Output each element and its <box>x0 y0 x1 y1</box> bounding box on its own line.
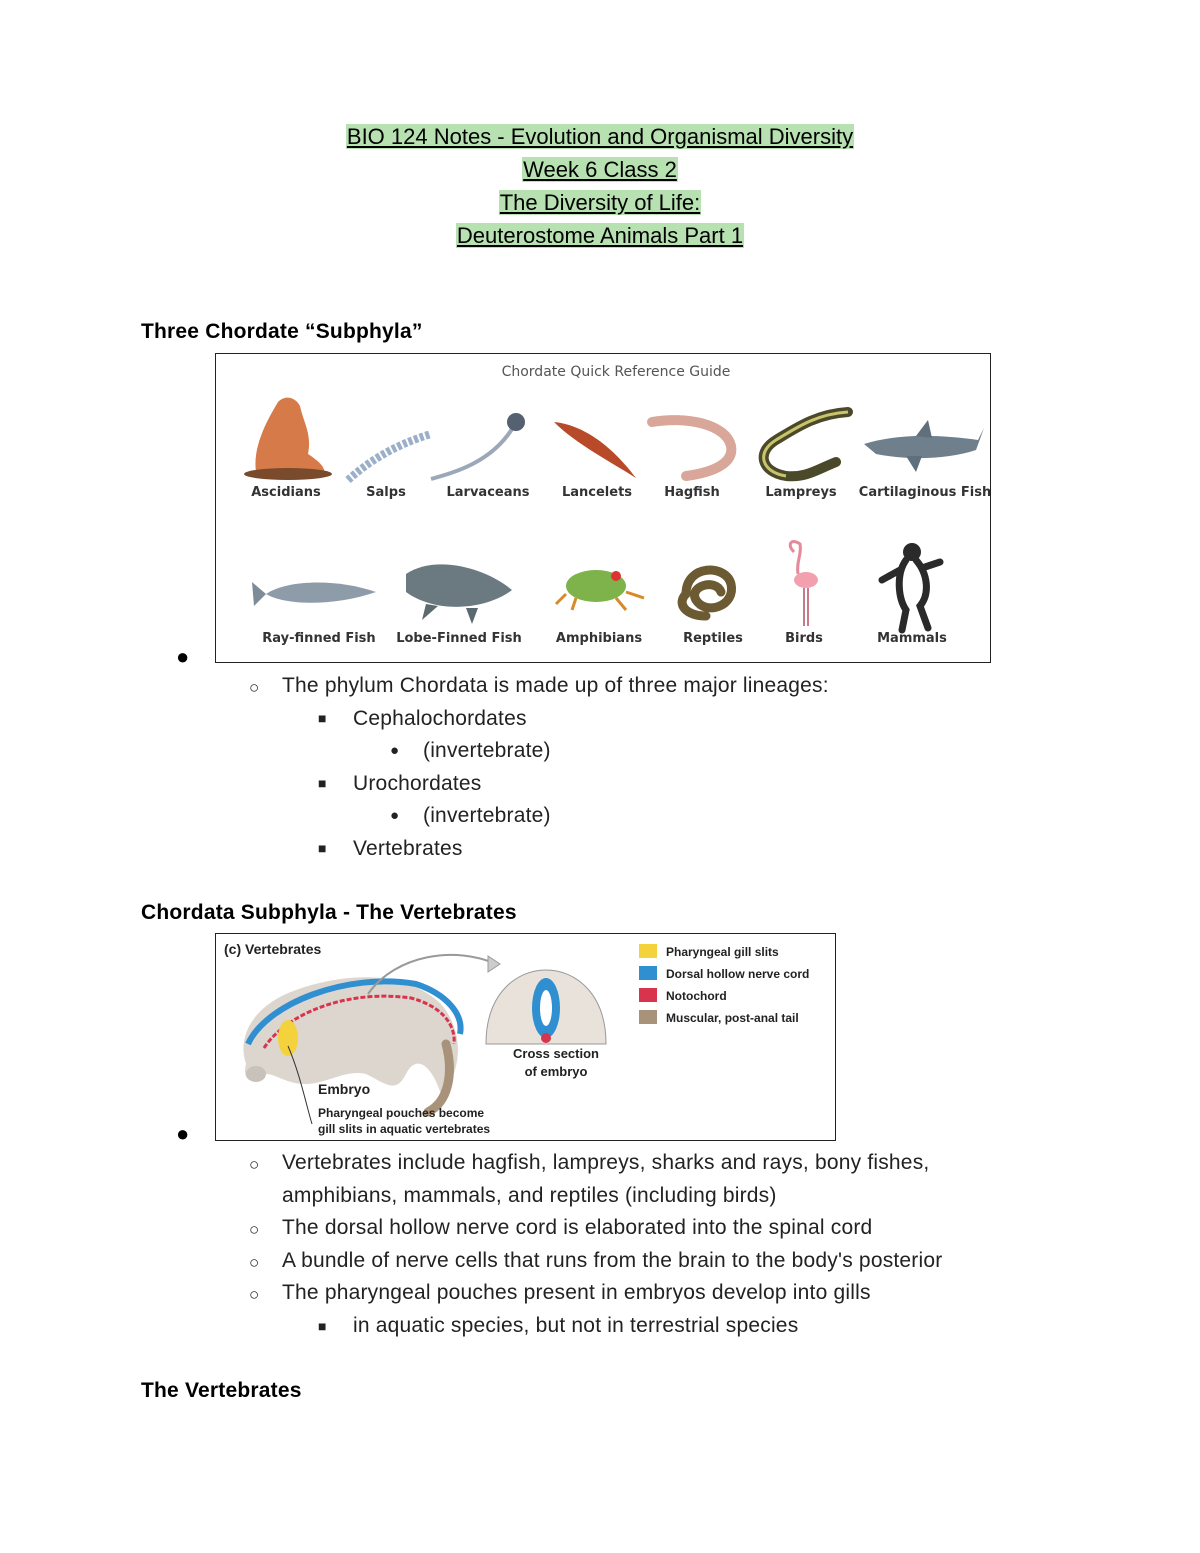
lamprey-illustration <box>764 412 848 476</box>
legend-swatch-notochord <box>639 988 657 1002</box>
list-item: (invertebrate) <box>423 739 551 762</box>
title-line-subtopic: Deuterostome Animals Part 1 <box>456 223 744 248</box>
list-item: Urochordates <box>353 772 482 795</box>
pouch-note: gill slits in aquatic vertebrates <box>318 1122 491 1136</box>
title-line-week: Week 6 Class 2 <box>523 157 677 182</box>
bullet-marker: ● <box>390 807 400 824</box>
ascidian-illustration <box>244 398 332 480</box>
cross-section-label: of embryo <box>524 1064 588 1079</box>
list-item: Vertebrates include hagfish, lampreys, sharks and rays, bony fishes, <box>282 1151 930 1174</box>
hagfish-illustration <box>652 420 731 476</box>
caption-lampreys: Lampreys <box>765 485 837 500</box>
section-heading-subphyla: Three Chordate “Subphyla” <box>141 320 423 343</box>
bullet-marker: ● <box>176 1121 190 1146</box>
list-item: (invertebrate) <box>423 804 551 827</box>
caption-amphibians: Amphibians <box>555 631 643 646</box>
list-item: The dorsal hollow nerve cord is elaborated into the spinal cord <box>282 1216 873 1239</box>
bullet-marker: ■ <box>318 775 327 791</box>
bullet-marker: ○ <box>249 1253 260 1272</box>
salp-illustration <box>348 434 431 480</box>
bullet-marker: ■ <box>318 1318 327 1334</box>
legend-swatch-nerve-cord <box>639 966 657 980</box>
list-item: The phylum Chordata is made up of three major lineages: <box>282 674 829 697</box>
lobe-finned-fish-illustration <box>406 564 512 624</box>
caption-lobe-finned-fish: Lobe-Finned Fish <box>396 631 522 646</box>
caption-ascidians: Ascidians <box>251 485 321 500</box>
chordate-reference-figure <box>215 353 991 663</box>
bird-illustration <box>790 542 818 626</box>
bullet-marker: ○ <box>249 1155 260 1174</box>
legend-label: Notochord <box>666 989 727 1003</box>
legend-swatch-gill-slits <box>639 944 657 958</box>
vertebrate-embryo-figure <box>215 933 836 1141</box>
caption-mammals: Mammals <box>877 631 947 646</box>
list-item: amphibians, mammals, and reptiles (including birds) <box>282 1184 777 1207</box>
caption-salps: Salps <box>366 485 406 500</box>
list-item: Cephalochordates <box>353 707 527 730</box>
embryo-label: Embryo <box>318 1081 371 1097</box>
bullet-marker: ■ <box>318 710 327 726</box>
list-item: in aquatic species, but not in terrestrial species <box>353 1314 799 1337</box>
caption-birds: Birds <box>785 631 823 646</box>
bullet-marker: ■ <box>318 840 327 856</box>
shark-illustration <box>864 420 984 472</box>
ray-finned-fish-illustration <box>252 582 376 606</box>
caption-lancelets: Lancelets <box>561 485 633 500</box>
mammal-illustration <box>882 543 940 630</box>
bullet-marker: ○ <box>249 1285 260 1304</box>
cross-section-label: Cross section <box>513 1046 599 1061</box>
legend-swatch-tail <box>639 1010 657 1024</box>
bullet-marker: ○ <box>249 678 260 697</box>
section-heading-the-vertebrates: The Vertebrates <box>141 1379 302 1402</box>
lancelet-illustration <box>554 422 636 478</box>
title-line-topic: The Diversity of Life: <box>499 190 701 215</box>
caption-hagfish: Hagfish <box>664 485 720 500</box>
bullet-marker: ● <box>390 742 400 759</box>
list-item: A bundle of nerve cells that runs from the brain to the body's posterior <box>282 1249 943 1272</box>
legend-label: Muscular, post-anal tail <box>666 1011 799 1025</box>
caption-reptiles: Reptiles <box>683 631 743 646</box>
section-heading-vertebrates: Chordata Subphyla - The Vertebrates <box>141 901 517 924</box>
vertebrate-embryo-diagram <box>216 934 835 1140</box>
caption-larvaceans: Larvaceans <box>446 485 530 500</box>
bullet-marker: ● <box>176 644 190 669</box>
caption-ray-finned-fish: Ray-finned Fish <box>262 631 376 646</box>
list-item: Vertebrates <box>353 837 463 860</box>
reptile-illustration <box>682 570 731 616</box>
chordate-reference-image <box>216 354 990 662</box>
bullet-marker: ○ <box>249 1220 260 1239</box>
pouch-note: Pharyngeal pouches become <box>318 1106 485 1120</box>
legend-label: Dorsal hollow nerve cord <box>666 967 810 981</box>
document-title <box>0 120 1200 252</box>
figure-title: Chordate Quick Reference Guide <box>501 364 731 380</box>
list-item: The pharyngeal pouches present in embryos develop into gills <box>282 1281 871 1304</box>
caption-cartilaginous-fish: Cartilaginous Fish <box>858 485 990 500</box>
panel-label: (c) Vertebrates <box>224 941 322 957</box>
legend-label: Pharyngeal gill slits <box>666 945 779 959</box>
larvacean-illustration <box>431 413 525 479</box>
title-line-course: BIO 124 Notes - Evolution and Organismal Diversity <box>346 124 854 149</box>
amphibian-illustration <box>556 570 644 610</box>
